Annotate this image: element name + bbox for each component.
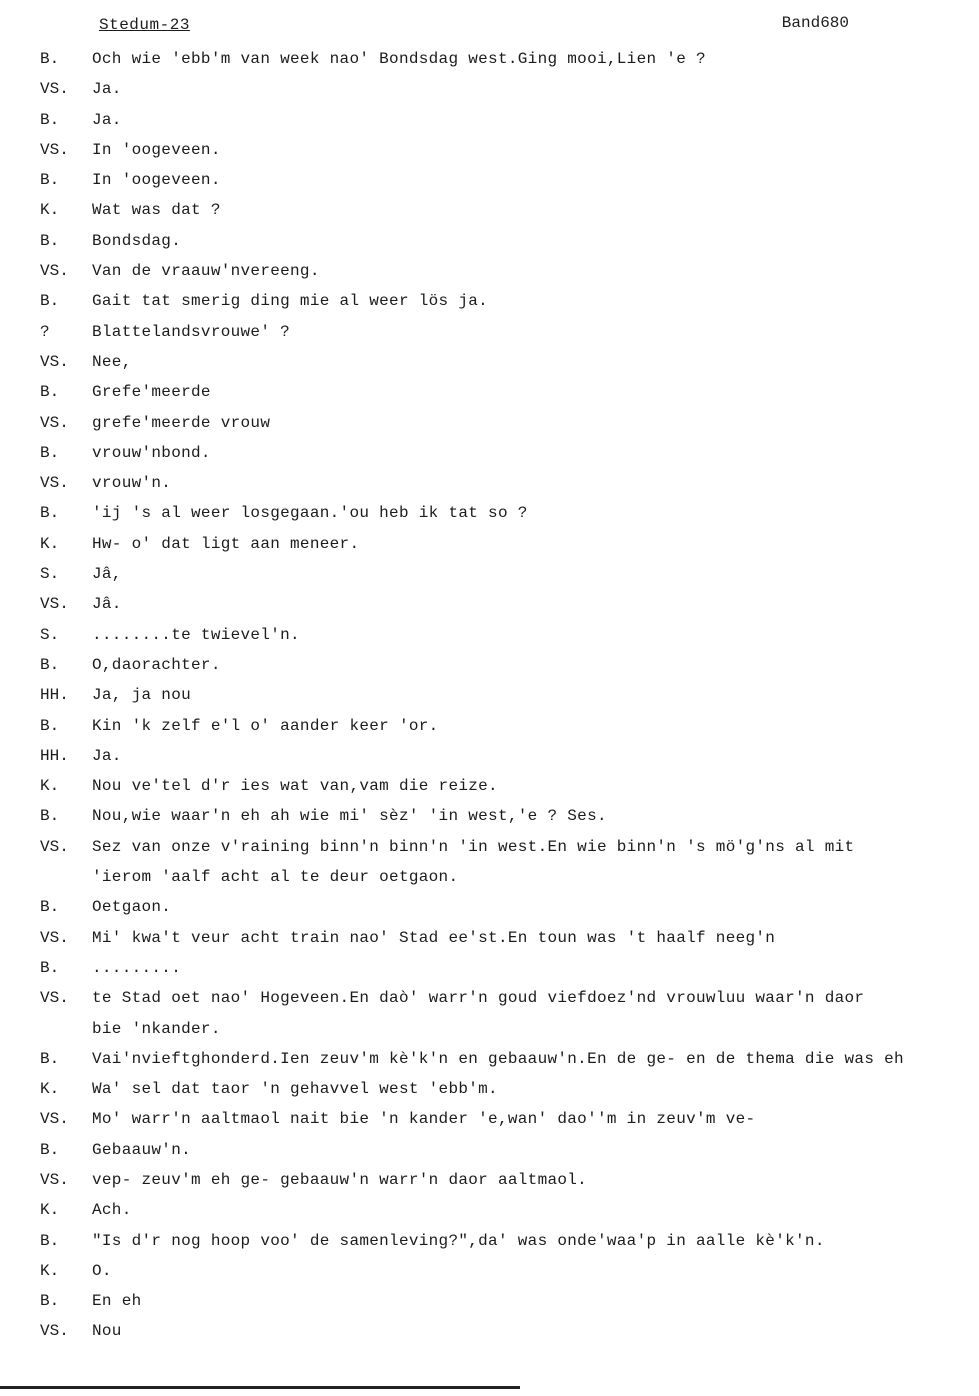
utterance-text: Ach. [92,1201,132,1220]
speaker-label: VS. [40,413,69,432]
utterance-text: O. [92,1261,112,1280]
header-left-label: Stedum-23 [99,16,190,34]
transcript-line [0,317,979,347]
transcript-line [0,347,979,377]
transcript-line [0,438,979,468]
utterance-text: Och wie 'ebb'm van week nao' Bondsdag west.Ging mooi,Lien 'e ? [92,50,706,68]
speaker-label: HH. [40,746,69,765]
transcript-line [0,1316,979,1346]
transcript-line [0,135,979,165]
utterance-text: Vai'nvieftghonderd.Ien zeuv'm kè'k'n en gebaauw'n.En de ge- en de thema die was eh [92,1049,904,1068]
transcript-line [0,741,979,771]
speaker-label: S. [40,565,60,584]
utterance-text: Ja. [92,746,122,765]
utterance-text: In 'oogeveen. [92,171,221,190]
speaker-label: B. [40,655,60,674]
utterance-text: Nou,wie waar'n eh ah wie mi' sèz' 'in west,'e ? Ses. [92,807,607,826]
transcript-line [0,589,979,619]
speaker-label: B. [40,443,60,462]
transcript-line [0,286,979,316]
transcript-line [0,862,979,892]
speaker-label: B. [40,898,60,917]
speaker-label: B. [40,171,60,190]
utterance-text: Wa' sel dat taor 'n gehavvel west 'ebb'm. [92,1080,498,1099]
transcript-line [0,1226,979,1256]
utterance-text: Grefe'meerde [92,383,211,402]
speaker-label: B. [40,292,60,311]
utterance-text: te Stad oet nao' Hogeveen.En daò' warr'n goud viefdoez'nd vrouwluu waar'n daor [92,989,865,1008]
utterance-text: Ja. [92,80,122,99]
utterance-text: En eh [92,1292,142,1311]
transcript-line [0,226,979,256]
transcript-line [0,650,979,680]
speaker-label: VS. [40,928,69,947]
utterance-text: vrouw'nbond. [92,443,211,462]
utterance-text: Nou ve'tel d'r ies wat van,vam die reize. [92,777,498,796]
speaker-label: VS. [40,837,69,856]
transcript [0,44,979,1347]
transcript-line [0,105,979,135]
utterance-text: Mo' warr'n aaltmaol nait bie 'n kander 'e,wan' dao''m in zeuv'm ve- [92,1110,756,1129]
speaker-label: B. [40,1231,60,1250]
utterance-text: Mi' kwa't veur acht train nao' Stad ee'st.En toun was 't haalf neeg'n [92,928,776,947]
speaker-label: B. [40,807,60,826]
speaker-label: B. [40,231,60,250]
utterance-text: Jâ, [92,565,122,584]
transcript-line [0,468,979,498]
transcript-line [0,1135,979,1165]
utterance-text: Oetgaon. [92,898,172,917]
utterance-text: vep- zeuv'm eh ge- gebaauw'n warr'n daor aaltmaol. [92,1170,588,1189]
utterance-text: ........te twievel'n. [92,625,300,644]
utterance-text: bie 'nkander. [92,1019,221,1038]
transcript-line [0,983,979,1013]
speaker-label: K. [40,201,60,220]
speaker-label: VS. [40,352,69,371]
transcript-line [0,771,979,801]
speaker-label: K. [40,1080,60,1099]
speaker-label: S. [40,625,60,644]
bottom-rule [0,1386,520,1389]
utterance-text: O,daorachter. [92,655,221,674]
utterance-text: Ja, ja nou [92,686,192,705]
transcript-line [0,1074,979,1104]
utterance-text: Hw- o' dat ligt aan meneer. [92,534,360,553]
speaker-label: ? [40,322,50,341]
transcript-line [0,680,979,710]
speaker-label: K. [40,777,60,796]
speaker-label: B. [40,1140,60,1159]
utterance-text: Kin 'k zelf e'l o' aander keer 'or. [92,716,439,735]
transcript-line [0,1195,979,1225]
speaker-label: VS. [40,989,69,1008]
speaker-label: VS. [40,140,69,159]
transcript-line [0,256,979,286]
transcript-line [0,1165,979,1195]
speaker-label: VS. [40,1170,69,1189]
transcript-line [0,620,979,650]
speaker-label: VS. [40,595,69,614]
transcript-line [0,953,979,983]
speaker-label: HH. [40,686,69,705]
utterance-text: "Is d'r nog hoop voo' de samenleving?",da' was onde'waa'p in aalle kè'k'n. [92,1231,825,1250]
utterance-text: In 'oogeveen. [92,140,221,159]
transcript-line [0,498,979,528]
utterance-text: Gait tat smerig ding mie al weer lös ja. [92,292,489,311]
header-right-label: Band680 [781,14,849,32]
speaker-label: VS. [40,474,69,493]
utterance-text: Gebaauw'n. [92,1140,192,1159]
utterance-text: 'ierom 'aalf acht al te deur oetgaon. [92,868,459,887]
speaker-label: B. [40,504,60,523]
transcript-line [0,1256,979,1286]
transcript-line [0,1286,979,1316]
speaker-label: B. [40,1049,60,1068]
speaker-label: B. [40,716,60,735]
transcript-line [0,44,979,74]
speaker-label: VS. [40,262,69,281]
speaker-label: B. [40,958,60,977]
utterance-text: Blattelandsvrouwe' ? [92,322,291,341]
transcript-line [0,408,979,438]
transcript-line [0,1044,979,1074]
utterance-text: grefe'meerde vrouw [92,413,271,432]
transcript-line [0,529,979,559]
transcript-line [0,195,979,225]
transcript-line [0,377,979,407]
speaker-label: VS. [40,1110,69,1129]
utterance-text: Wat was dat ? [92,201,221,220]
transcript-line [0,711,979,741]
speaker-label: B. [40,383,60,402]
transcript-line [0,832,979,862]
utterance-text: Van de vraauw'nvereeng. [92,262,320,281]
transcript-line [0,892,979,922]
speaker-label: B. [40,50,60,68]
transcript-line [0,801,979,831]
speaker-label: B. [40,110,60,129]
speaker-label: B. [40,1292,60,1311]
transcript-line [0,923,979,953]
speaker-label: K. [40,534,60,553]
utterance-text: vrouw'n. [92,474,172,493]
speaker-label: VS. [40,1322,69,1341]
utterance-text: Jâ. [92,595,122,614]
utterance-text: ......... [92,958,182,977]
transcript-line [0,165,979,195]
speaker-label: K. [40,1201,60,1220]
utterance-text: Nou [92,1322,122,1341]
speaker-label: K. [40,1261,60,1280]
speaker-label: VS. [40,80,69,99]
utterance-text: Bondsdag. [92,231,182,250]
utterance-text: Nee, [92,352,132,371]
utterance-text: Sez van onze v'raining binn'n binn'n 'in west.En wie binn'n 's mö'g'ns al mit [92,837,855,856]
utterance-text: 'ij 's al weer losgegaan.'ou heb ik tat so ? [92,504,528,523]
transcript-line [0,1104,979,1134]
transcript-line [0,559,979,589]
transcript-line [0,74,979,104]
transcript-line [0,1014,979,1044]
utterance-text: Ja. [92,110,122,129]
